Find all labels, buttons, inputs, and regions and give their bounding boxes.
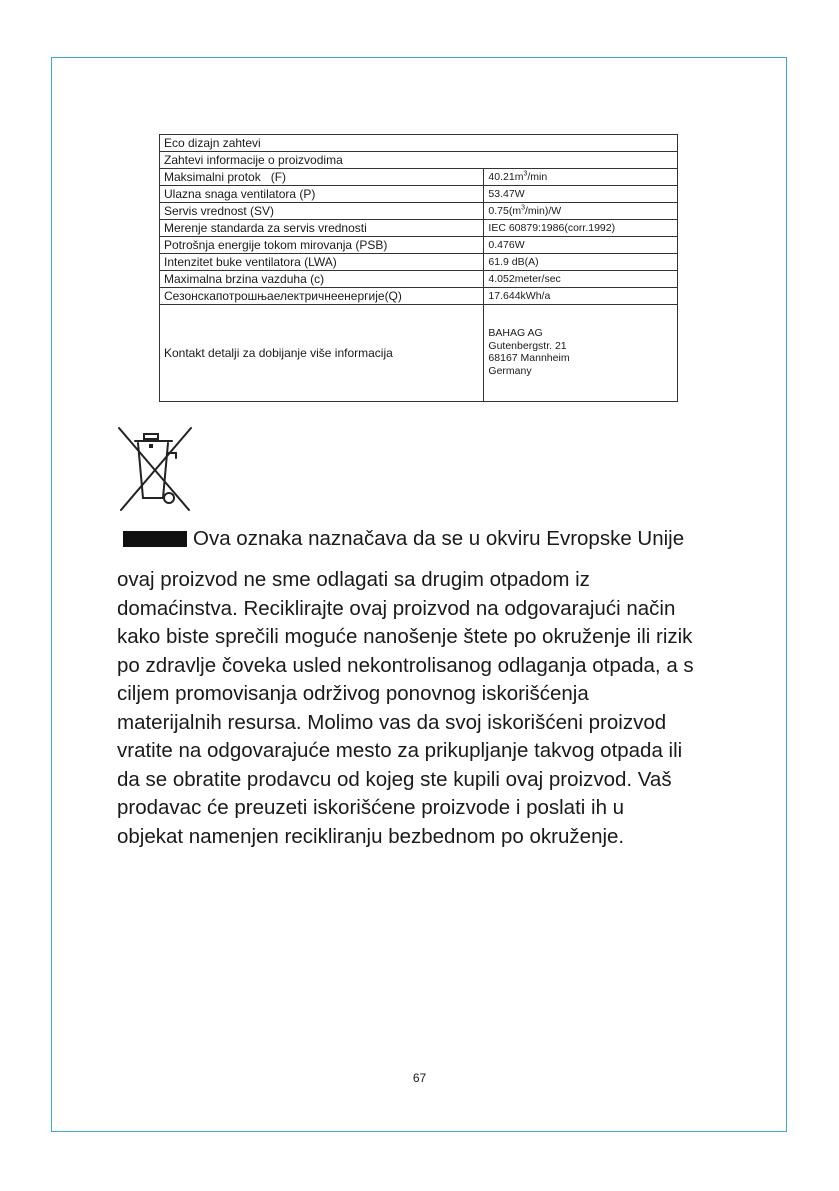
table-title: Eco dizajn zahtevi — [160, 135, 678, 152]
row-value: 4.052meter/sec — [484, 271, 678, 288]
table-row — [160, 271, 678, 288]
notice-line: da se obratite prodavcu od kojeg ste kupili ovaj proizvod. Vaš — [117, 767, 672, 791]
row-label: Maksimalni protok (F) — [160, 169, 484, 186]
row-label: Potrošnja energije tokom mirovanja (PSB) — [160, 237, 484, 254]
row-value: IEC 60879:1986(corr.1992) — [484, 220, 678, 237]
notice-line: materijalnih resursa. Molimo vas da svoj iskorišćeni proizvod — [117, 710, 667, 734]
table-row — [160, 186, 678, 203]
row-value: 0.476W — [484, 237, 678, 254]
address-line: 68167 Mannheim — [488, 352, 570, 364]
ecodesign-table — [159, 134, 678, 402]
notice-line: prodavac će preuzeti iskorišćene proizvode i poslati ih u — [117, 796, 625, 819]
page-number: 67 — [412, 1071, 427, 1085]
notice-line: ciljem promovisanja održivog ponovnog iskorišćenja — [117, 682, 589, 705]
table-row — [160, 169, 678, 186]
address-line: Germany — [488, 364, 532, 377]
black-bar — [123, 531, 187, 547]
notice-body — [117, 566, 727, 851]
row-value: 61.9 dB(A) — [484, 254, 678, 271]
row-label: Ulazna snaga ventilatora (P) — [160, 186, 484, 203]
row-label: Intenzitet buke ventilatora (LWA) — [160, 254, 484, 271]
table-row — [160, 220, 678, 237]
table-row — [160, 237, 678, 254]
row-label: Maximalna brzina vazduha (c) — [160, 271, 484, 288]
row-value: $40.21m^3/\min$ — [484, 169, 678, 186]
crossed-out-wheelie-bin-icon — [113, 425, 197, 513]
notice-line: domaćinstva. Reciklirajte ovaj proizvod na odgovarajući način — [117, 596, 676, 620]
table-row — [160, 288, 678, 305]
notice-line: ovaj proizvod ne sme odlagati sa drugim otpadom iz — [117, 568, 590, 591]
address-line: Gutenbergstr. 21 — [488, 339, 567, 352]
notice-line: objekat namenjen recikliranju bezbednom po okruženje. — [117, 824, 625, 848]
notice-lead: Ova oznaka naznačava da se u okviru Evropske Unije — [193, 527, 685, 550]
row-value: $0.75(m^3/\min)/W$ — [484, 203, 678, 220]
table-header-row — [160, 135, 678, 152]
row-value: 17.644kWh/a — [484, 288, 678, 305]
row-label: Сезонскапотрошњаелектричнеенергије(Q) — [160, 288, 484, 305]
notice-line: po zdravlje čoveka usled nekontrolisanog odlaganja otpada, a s — [117, 653, 694, 677]
contact-label: Kontakt detalji za dobijanje više informacija — [160, 305, 484, 402]
notice-line: vratite na odgovarajuće mesto za prikupljanje takvog otpada ili — [117, 739, 683, 762]
table-row — [160, 254, 678, 271]
table-row — [160, 203, 678, 220]
row-label: Servis vrednost (SV) — [160, 203, 484, 220]
address-line: BAHAG AG — [488, 327, 543, 339]
notice-line: kako biste sprečili moguće nanošenje štete po okruženje ili rizik — [117, 625, 693, 648]
row-label: Merenje standarda za servis vrednosti — [160, 220, 484, 237]
contact-row — [160, 305, 678, 402]
contact-address — [484, 305, 678, 402]
row-value: 53.47W — [484, 186, 678, 203]
table-subtitle: Zahtevi informacije o proizvodima — [160, 152, 678, 169]
table-subheader-row — [160, 152, 678, 169]
